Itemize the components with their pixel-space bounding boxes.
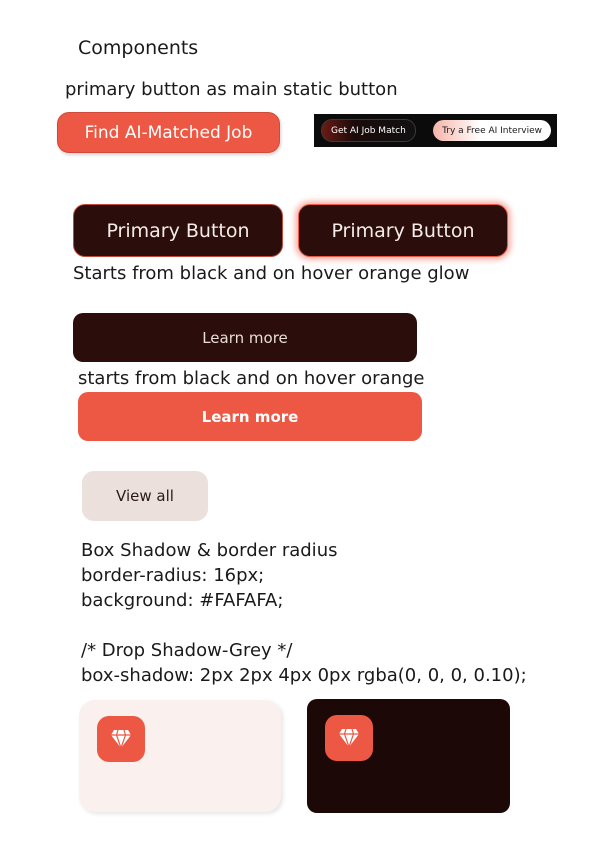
find-ai-matched-job-button[interactable]: Find AI-Matched Job [57,112,280,153]
primary-buttons-caption: Starts from black and on hover orange glow [73,263,470,284]
try-free-ai-interview-button[interactable]: Try a Free AI Interview [433,120,551,141]
primary-button-hover[interactable]: Primary Button [298,204,508,257]
diamond-icon [110,729,132,749]
primary-static-caption: primary button as main static button [65,79,398,100]
spec-line: Box Shadow & border radius [81,540,338,561]
icon-tile [325,715,373,761]
card-light [79,700,281,812]
learn-more-orange-button[interactable]: Learn more [78,392,422,441]
spec-line: border-radius: 16px; [81,565,265,586]
box-shadow-spec [81,538,527,688]
spec-line: background: #FAFAFA; [81,590,284,611]
primary-button-default[interactable]: Primary Button [73,204,283,257]
learn-more-dark-button[interactable]: Learn more [73,313,417,362]
cta-banner [314,114,557,147]
spec-spacer [81,613,527,638]
section-title: Components [78,37,199,59]
diamond-icon [338,728,360,748]
card-dark [307,699,510,813]
spec-line: /* Drop Shadow-Grey */ [81,640,293,661]
view-all-button[interactable]: View all [82,471,208,521]
learn-more-caption: starts from black and on hover orange [78,368,425,389]
spec-line: box-shadow: 2px 2px 4px 0px rgba(0, 0, 0, 0.10); [81,665,527,686]
get-ai-job-match-button[interactable]: Get AI Job Match [321,119,416,142]
icon-tile [97,716,145,762]
